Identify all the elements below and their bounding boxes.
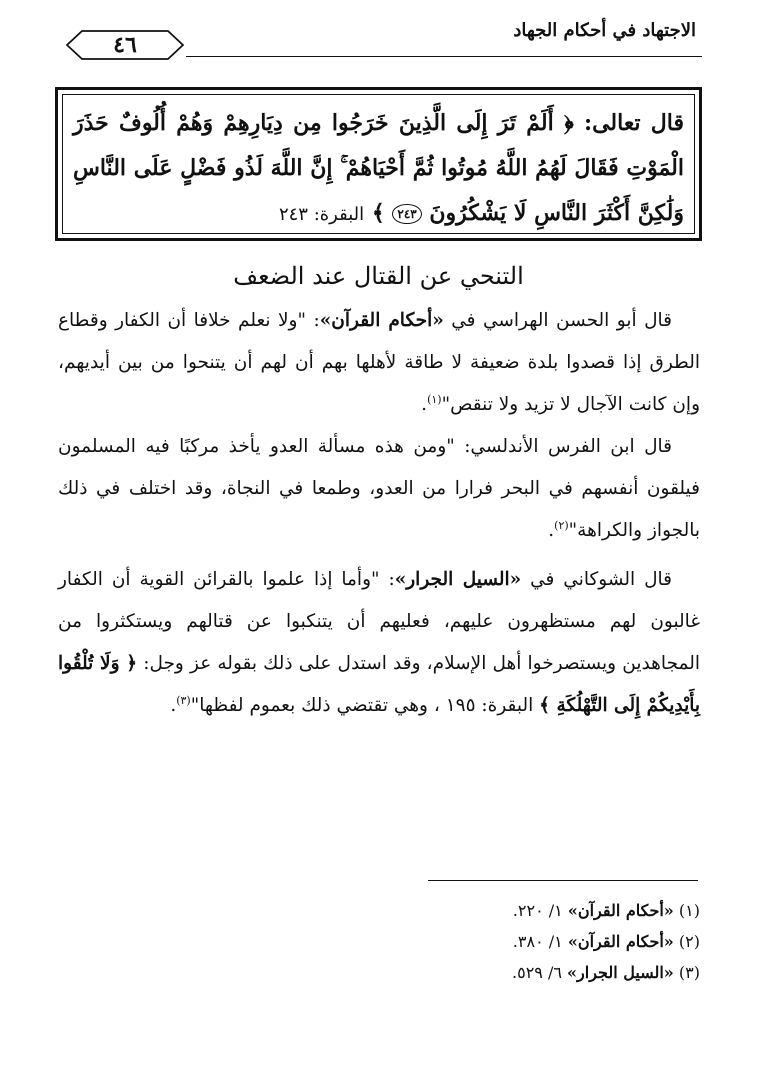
quran-verse-text xyxy=(62,94,695,234)
p3-book-title: «السيل الجرار» xyxy=(394,569,522,590)
quran-verse-box xyxy=(55,87,702,241)
footnote-ref: ٦/ ٥٢٩. xyxy=(512,963,562,982)
p2-quote: "ومن هذه مسألة العدو يأخذ مركبًا فيه المسلمون فيلقون أنفسهم في البحر فرارا من العدو، وطمعا في النجاة، وقد اختلف في ذلك بالجواز والكراهة" xyxy=(58,436,700,541)
header-divider xyxy=(186,56,702,57)
p2-end: . xyxy=(548,520,555,541)
paragraph-harrasi xyxy=(58,300,700,426)
footnote-ref-1[interactable]: (١) xyxy=(427,392,442,406)
footnote-2 xyxy=(300,926,700,957)
p3-quran-verse: ﴿ وَلَا تُلْقُوا بِأَيْدِيكُمْ إِلَى التَّهْلُكَةِ ﴾ xyxy=(58,653,700,716)
p1-lead: قال أبو الحسن الهراسي في xyxy=(451,310,672,331)
quran-reference: البقرة: ٢٤٣ xyxy=(278,204,365,225)
paragraph-ibn-al-faras xyxy=(58,426,700,552)
running-title: الاجتهاد في أحكام الجهاد xyxy=(513,20,696,41)
footnote-book: «أحكام القرآن» xyxy=(567,901,674,920)
p1-quote: : "ولا نعلم خلافا أن الكفار وقطاع الطرق إذا قصدوا بلدة ضعيفة لا طاقة لأهلها بهم أن لهم أن يتنحوا من بين أيديهم، وإن كانت الآجال لا تزيد ولا تنقص" xyxy=(58,310,700,415)
page-number-badge xyxy=(66,30,184,60)
p1-end: . xyxy=(421,394,428,415)
footnote-1 xyxy=(300,895,700,926)
footnote-3 xyxy=(300,957,700,988)
ayah-number-marker: ٢٤٣ xyxy=(392,204,421,224)
footnote-ref-3[interactable]: (٣) xyxy=(176,693,191,707)
p3-end: . xyxy=(170,695,177,716)
footnote-ref: ١/ ٢٢٠. xyxy=(512,901,563,920)
section-title: التنحي عن القتال عند الضعف xyxy=(233,262,524,290)
footnote-number: (١) xyxy=(678,901,700,920)
footnote-divider xyxy=(428,880,698,881)
page-number: ٤٦ xyxy=(113,32,137,58)
p3-quote-part2: البقرة: ١٩٥ ، وهي تقتضي ذلك بعموم لفظها" xyxy=(190,695,534,716)
p1-book-title: «أحكام القرآن» xyxy=(319,310,444,331)
footnote-book: «أحكام القرآن» xyxy=(567,932,674,951)
p3-lead: قال الشوكاني في xyxy=(530,569,672,590)
quran-verse: ﴿ أَلَمْ تَرَ إِلَى الَّذِينَ خَرَجُوا مِن دِيَارِهِمْ وَهُمْ أُلُوفٌ حَذَرَ الْمَوْتِ فَقَالَ لَهُمُ اللَّهُ مُوتُوا ثُمَّ أَحْيَاهُمْ ۚ إِنَّ اللَّهَ لَذُو فَضْلٍ عَلَى النَّاسِ وَلَٰكِنَّ أَكْثَرَ النَّاسِ لَا يَشْكُرُونَ xyxy=(73,110,684,226)
footnote-ref: ١/ ٣٨٠. xyxy=(512,932,563,951)
footnote-number: (٢) xyxy=(678,932,700,951)
p2-lead: قال ابن الفرس الأندلسي: xyxy=(464,436,672,457)
quran-closing-bracket: ﴾ xyxy=(371,200,385,226)
footnote-book: «السيل الجرار» xyxy=(567,963,674,982)
footnote-number: (٣) xyxy=(678,963,700,982)
paragraph-shawkani xyxy=(58,559,700,727)
footnotes xyxy=(300,895,700,988)
page-header xyxy=(56,18,702,68)
footnote-ref-2[interactable]: (٢) xyxy=(554,518,569,532)
p3-quote-part1: : "وأما إذا علموا بالقرائن القوية أن الكفار غالبون لهم مستظهرون عليهم، فعليهم أن يتنكبوا عن قتالهم ويستكثروا من المجاهدين ويستصرخوا أهل الإسلام، وقد استدل على ذلك بقوله عز وجل: xyxy=(58,569,700,674)
quran-intro: قال تعالى: xyxy=(583,110,684,136)
